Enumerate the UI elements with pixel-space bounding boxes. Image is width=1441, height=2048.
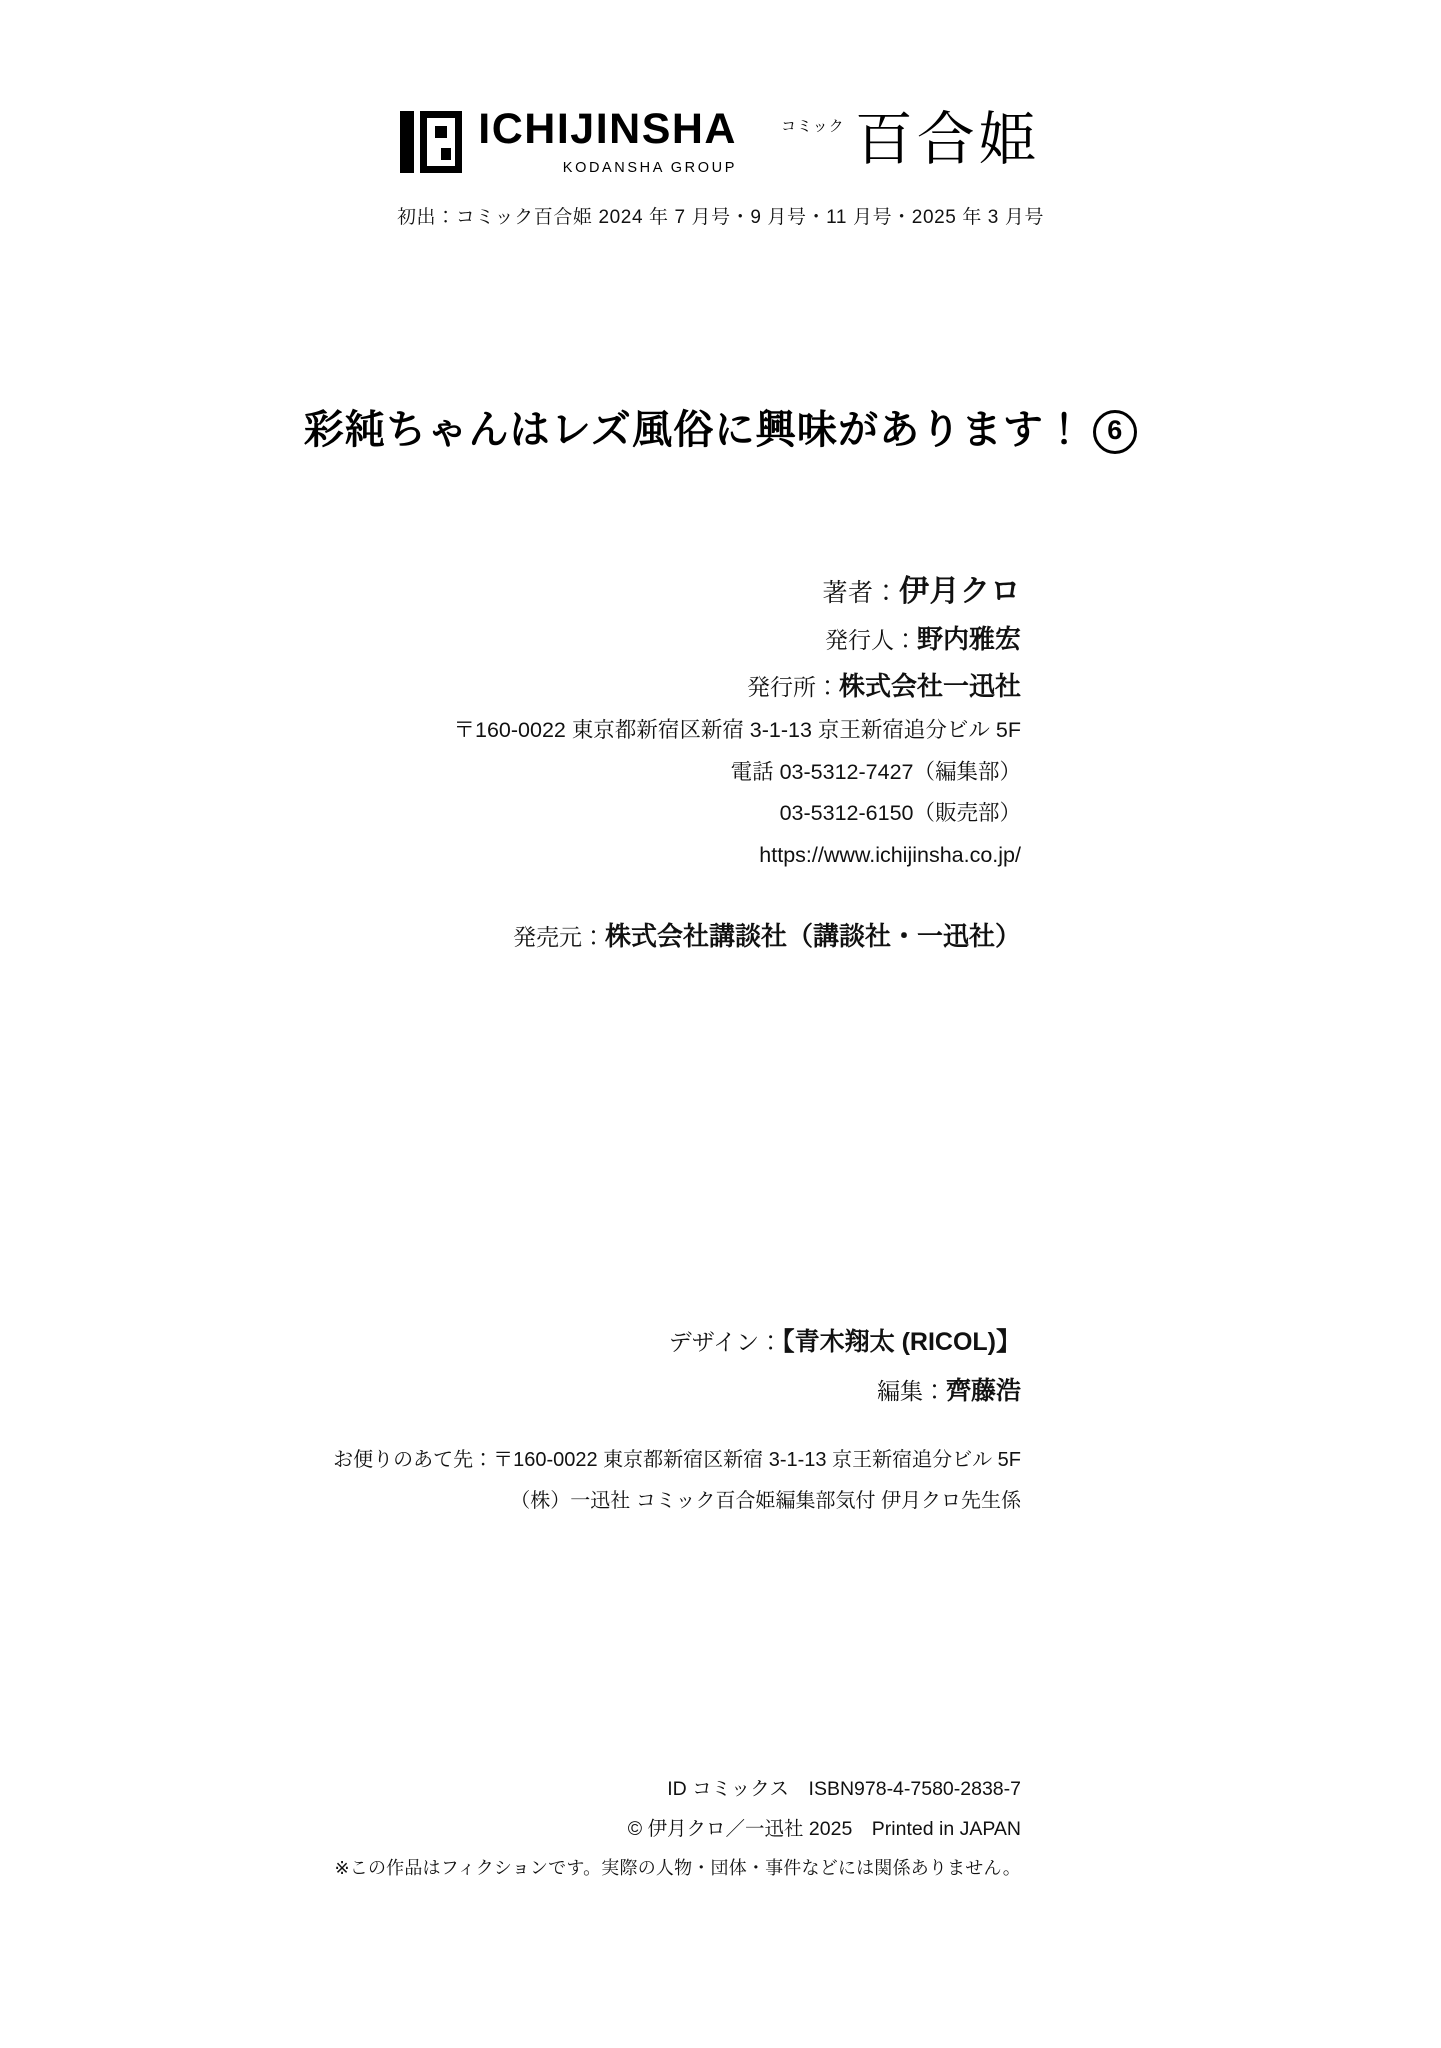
publisher-logo [400,105,737,176]
first-publication-note: 初出：コミック百合姫 2024 年 7 月号・9 月号・11 月号・2025 年 3 月号 [396,207,1045,228]
magazine-kana-label: コミック [780,118,845,135]
magazine-title-label: 百合姫 [854,105,1041,173]
logo-row [0,105,1441,176]
publisher-logo-text [478,105,737,176]
mail-address-block [0,1440,1441,1522]
page-title [0,398,1441,455]
distributor-name: 株式会社講談社（講談社・一迅社） [604,921,1021,952]
mail-address-line-2: （株）一迅社 コミック百合姫編集部気付 伊月クロ先生係 [510,1490,1021,1512]
editor-credit-line [0,1367,1021,1416]
footer-block [0,1770,1441,1887]
publisher-person-line [0,616,1021,663]
tel-sales: 03-5312-6150（販売部） [779,801,1021,826]
author-line [0,568,1021,616]
publisher-line [0,663,1021,710]
publisher-name: 株式会社一迅社 [838,670,1021,701]
author-label: 著者： [822,579,899,607]
design-credit-line [0,1318,1021,1367]
publisher-person-label: 発行人： [824,627,917,653]
distributor-label: 発売元： [512,924,605,951]
mail-address-line-1: お便りのあて先：〒160-0022 東京都新宿区新宿 3-1-13 京王新宿追分ビル 5F [333,1449,1021,1471]
isbn-line: ID コミックス ISBN978-4-7580-2838-7 [667,1778,1021,1800]
credits-block [0,1318,1441,1416]
disclaimer-line: ※この作品はフィクションです。実際の人物・団体・事件などには関係ありません。 [334,1857,1021,1878]
publisher-wordmark: ICHIJINSHA [478,105,737,153]
ichijinsha-logo-icon [400,111,462,173]
book-title-text: 彩純ちゃんはレズ風俗に興味があります！ [303,408,1086,452]
author-name: 伊月クロ [899,575,1021,608]
copyright-line: © 伊月クロ／一迅社 2025 Printed in JAPAN [627,1817,1021,1840]
publisher-label: 発行所： [746,673,839,700]
publisher-url[interactable]: https://www.ichijinsha.co.jp/ [759,843,1021,868]
volume-number: 6 [1093,410,1137,454]
publisher-address: 〒160-0022 東京都新宿区新宿 3-1-13 京王新宿追分ビル 5F [453,717,1021,742]
editor-name: 齊藤浩 [945,1376,1021,1405]
design-label: デザイン： [668,1329,783,1355]
tel-editorial: 電話 03-5312-7427（編集部） [730,759,1021,784]
magazine-logo [780,105,1041,173]
distributor-line [0,913,1021,960]
colophon-block [0,568,1441,960]
design-name: 【青木翔太 (RICOL)】 [782,1328,1021,1356]
editor-label: 編集： [876,1377,946,1404]
publisher-group-label: KODANSHA GROUP [562,160,737,176]
publisher-person-name: 野内雅宏 [916,624,1021,654]
